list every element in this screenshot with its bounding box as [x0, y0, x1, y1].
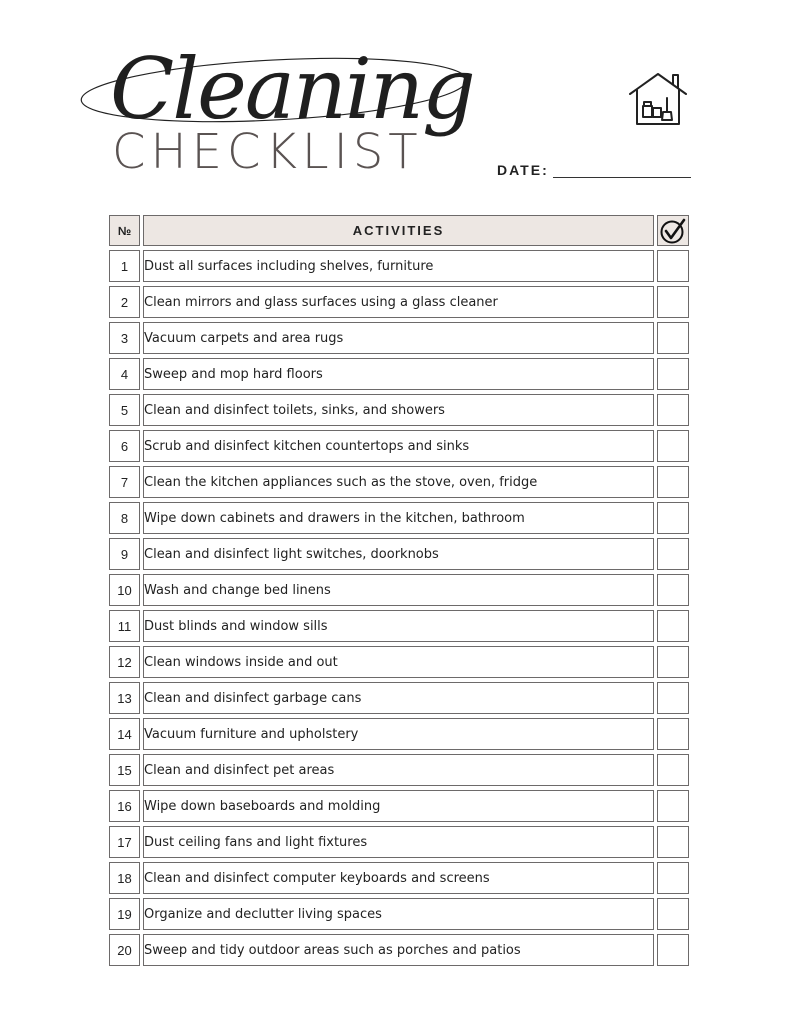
row-number: 17 — [109, 826, 140, 858]
row-activity: Organize and declutter living spaces — [143, 898, 654, 930]
table-row — [109, 502, 689, 534]
row-checkbox[interactable] — [657, 394, 689, 426]
row-activity: Scrub and disinfect kitchen countertops and sinks — [143, 430, 654, 462]
column-header-activities: ACTIVITIES — [143, 215, 654, 246]
table-row — [109, 898, 689, 930]
row-number: 19 — [109, 898, 140, 930]
row-checkbox[interactable] — [657, 898, 689, 930]
column-header-number: № — [109, 215, 140, 246]
row-checkbox[interactable] — [657, 754, 689, 786]
row-activity: Vacuum furniture and upholstery — [143, 718, 654, 750]
table-row — [109, 790, 689, 822]
row-number: 4 — [109, 358, 140, 390]
table-row — [109, 538, 689, 570]
row-activity: Clean windows inside and out — [143, 646, 654, 678]
table-row — [109, 574, 689, 606]
row-activity: Wipe down baseboards and molding — [143, 790, 654, 822]
checklist-table — [106, 211, 692, 970]
column-header-check — [657, 215, 689, 246]
row-number: 14 — [109, 718, 140, 750]
title-checklist: CHECKLIST — [112, 124, 423, 180]
row-checkbox[interactable] — [657, 646, 689, 678]
row-activity: Clean and disinfect computer keyboards and screens — [143, 862, 654, 894]
date-field — [497, 162, 691, 178]
title-script-text: Cleaning — [110, 40, 474, 138]
row-activity: Wash and change bed linens — [143, 574, 654, 606]
row-checkbox[interactable] — [657, 610, 689, 642]
table-row — [109, 826, 689, 858]
table-row — [109, 610, 689, 642]
row-checkbox[interactable] — [657, 790, 689, 822]
table-row — [109, 358, 689, 390]
row-number: 2 — [109, 286, 140, 318]
table-row — [109, 862, 689, 894]
row-number: 10 — [109, 574, 140, 606]
row-number: 6 — [109, 430, 140, 462]
row-checkbox[interactable] — [657, 358, 689, 390]
row-activity: Clean and disinfect pet areas — [143, 754, 654, 786]
table-header-row — [109, 215, 689, 246]
row-number: 8 — [109, 502, 140, 534]
row-checkbox[interactable] — [657, 934, 689, 966]
row-checkbox[interactable] — [657, 286, 689, 318]
row-activity: Sweep and mop hard floors — [143, 358, 654, 390]
table-row — [109, 754, 689, 786]
row-checkbox[interactable] — [657, 466, 689, 498]
row-activity: Clean mirrors and glass surfaces using a glass cleaner — [143, 286, 654, 318]
row-number: 11 — [109, 610, 140, 642]
date-label: DATE: — [497, 162, 549, 178]
table-row — [109, 286, 689, 318]
row-checkbox[interactable] — [657, 502, 689, 534]
table-row — [109, 250, 689, 282]
row-activity: Dust blinds and window sills — [143, 610, 654, 642]
row-number: 20 — [109, 934, 140, 966]
row-activity: Wipe down cabinets and drawers in the kitchen, bathroom — [143, 502, 654, 534]
row-checkbox[interactable] — [657, 430, 689, 462]
row-activity: Vacuum carpets and area rugs — [143, 322, 654, 354]
row-checkbox[interactable] — [657, 682, 689, 714]
table-row — [109, 466, 689, 498]
row-activity: Sweep and tidy outdoor areas such as porches and patios — [143, 934, 654, 966]
table-row — [109, 430, 689, 462]
row-checkbox[interactable] — [657, 538, 689, 570]
row-number: 15 — [109, 754, 140, 786]
row-number: 18 — [109, 862, 140, 894]
table-row — [109, 934, 689, 966]
row-activity: Dust ceiling fans and light fixtures — [143, 826, 654, 858]
row-activity: Dust all surfaces including shelves, furniture — [143, 250, 654, 282]
row-activity: Clean and disinfect light switches, doorknobs — [143, 538, 654, 570]
row-number: 5 — [109, 394, 140, 426]
checkmark-circle-icon — [659, 218, 687, 244]
row-number: 13 — [109, 682, 140, 714]
row-checkbox[interactable] — [657, 574, 689, 606]
row-number: 16 — [109, 790, 140, 822]
row-number: 9 — [109, 538, 140, 570]
row-activity: Clean the kitchen appliances such as the stove, oven, fridge — [143, 466, 654, 498]
row-checkbox[interactable] — [657, 322, 689, 354]
row-number: 3 — [109, 322, 140, 354]
row-activity: Clean and disinfect garbage cans — [143, 682, 654, 714]
row-number: 12 — [109, 646, 140, 678]
row-checkbox[interactable] — [657, 862, 689, 894]
row-checkbox[interactable] — [657, 250, 689, 282]
row-checkbox[interactable] — [657, 718, 689, 750]
table-row — [109, 682, 689, 714]
row-number: 1 — [109, 250, 140, 282]
table-row — [109, 394, 689, 426]
row-number: 7 — [109, 466, 140, 498]
row-activity: Clean and disinfect toilets, sinks, and showers — [143, 394, 654, 426]
table-row — [109, 646, 689, 678]
date-input-line[interactable] — [553, 163, 691, 178]
table-row — [109, 322, 689, 354]
house-cleaning-icon — [627, 70, 689, 128]
row-checkbox[interactable] — [657, 826, 689, 858]
table-row — [109, 718, 689, 750]
